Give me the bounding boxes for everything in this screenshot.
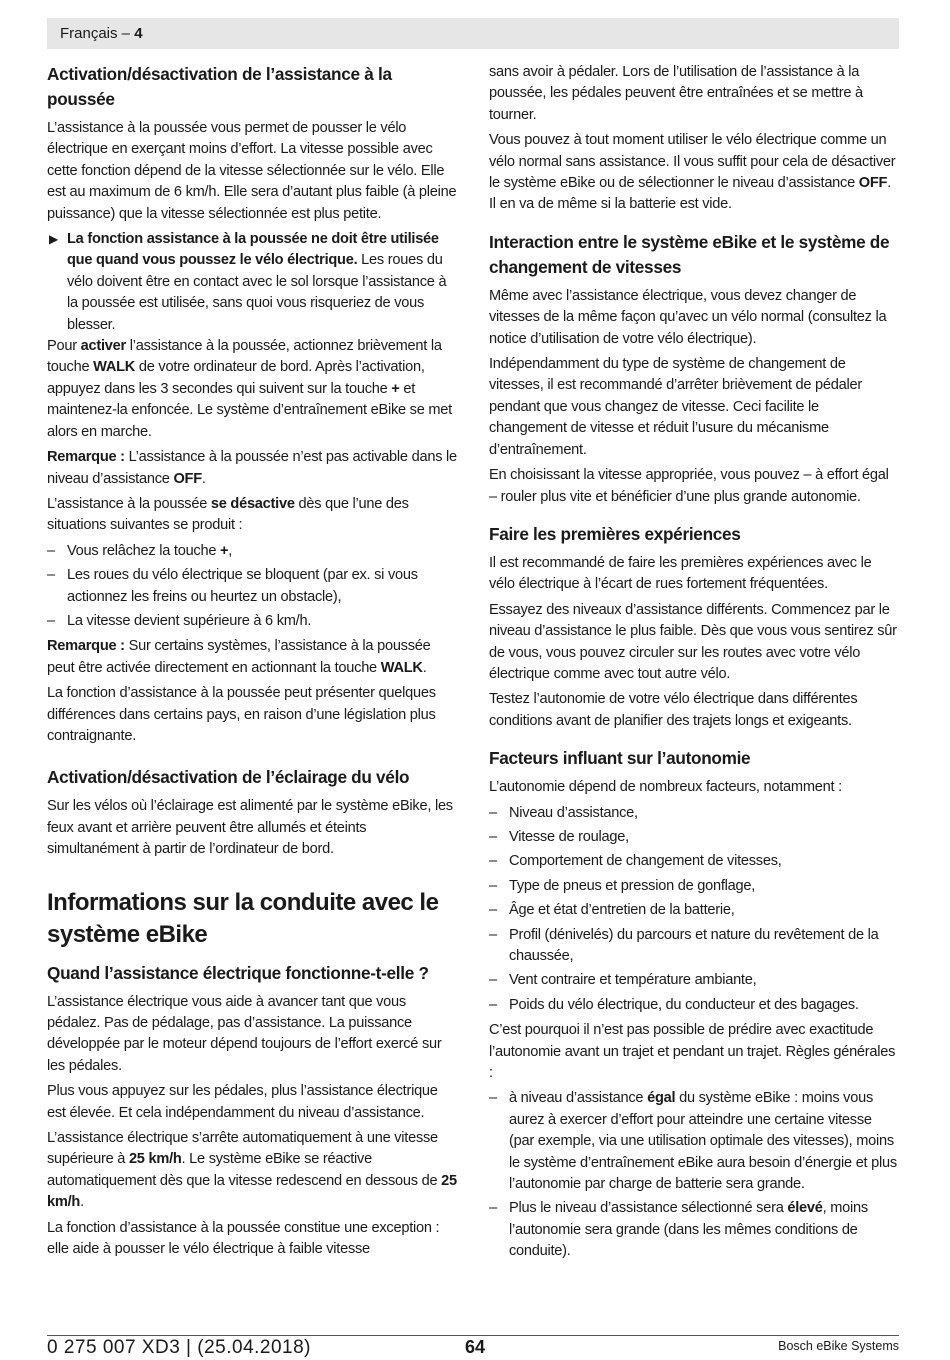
- header-language: Français –: [60, 25, 131, 42]
- list-item: – Niveau d’assistance,: [489, 804, 638, 821]
- remark-1: Remarque : L’assistance à la poussée n’est pas activable dans le niveau d’assistance OFF.: [47, 449, 457, 487]
- paragraph: Il est recommandé de faire les premières expériences avec le vélo électrique à l’écart de rues fortement fréquentées.: [489, 554, 872, 593]
- footer-divider: [47, 1335, 899, 1336]
- paragraph-deactivate: L’assistance à la poussée se désactive dès que l’une des situations suivantes se produit :: [47, 495, 409, 534]
- list-item: – Vitesse de roulage,: [489, 828, 629, 845]
- paragraph: sans avoir à pédaler. Lors de l’utilisation de l’assistance à la poussée, les pédales peuvent être entraînées et se mettre à tourner.: [489, 64, 863, 123]
- list-item: – Poids du vélo électrique, du conducteur et des bagages.: [489, 996, 859, 1013]
- paragraph-speed-limit: L’assistance électrique s’arrête automatiquement à une vitesse supérieure à 25 km/h. Le système eBike se réactive automatiquement dès que la vitesse redescend en dessous de 25 km/h.: [47, 1130, 457, 1211]
- heading-range-factors: Facteurs influant sur l’autonomie: [489, 748, 751, 769]
- list-item: – La vitesse devient supérieure à 6 km/h.: [47, 612, 312, 629]
- list-item: – à niveau d’assistance égal du système eBike : moins vous aurez à exercer d’effort pour atteindre une certaine vitesse (par exemple, via une utilisation optimale des vitesses), moins le système d’entraînement eBike aura besoin d’énergie et plus l’autonomie par charge de batterie sera grande.: [489, 1090, 897, 1193]
- header-page-number: 4: [134, 25, 143, 42]
- remark-2: Remarque : Sur certains systèmes, l’assistance à la poussée peut être activée directement en actionnant la touche WALK.: [47, 638, 431, 676]
- paragraph-off-mode: Vous pouvez à tout moment utiliser le vélo électrique comme un vélo normal sans assistance. Il vous suffit pour cela de désactiver le système eBike ou de sélectionner le niveau d’assistance OFF. Il en va de même si la batterie est vide.: [489, 132, 896, 213]
- list-item: – Vent contraire et température ambiante,: [489, 972, 757, 989]
- list-item: – Vous relâchez la touche +,: [47, 542, 233, 559]
- paragraph: La fonction d’assistance à la poussée peut présenter quelques différences dans certains pays, en raison d’une législation plus contraignante.: [47, 685, 436, 744]
- paragraph: Plus vous appuyez sur les pédales, plus l’assistance électrique est élevée. Et cela indépendamment du niveau d’assistance.: [47, 1083, 438, 1121]
- paragraph: La fonction d’assistance à la poussée constitue une exception : elle aide à pousser le vélo électrique à faible vitesse: [47, 1219, 440, 1258]
- left-column: [47, 62, 457, 1264]
- list-item: – Comportement de changement de vitesses,: [489, 853, 782, 870]
- paragraph: L’autonomie dépend de nombreux facteurs, notamment :: [489, 779, 842, 796]
- heading-first-experiences: Faire les premières expériences: [489, 523, 741, 544]
- warning-bold-text: La fonction assistance à la poussée ne doit être utilisée que quand vous poussez le vélo électrique.: [67, 231, 439, 269]
- paragraph: L’assistance électrique vous aide à avancer tant que vous pédalez. Pas de pédalage, pas d’assistance. La puissance développée par le moteur dépend toujours de l’effort exercé sur les pédales.: [47, 993, 442, 1074]
- footer-company: Bosch eBike Systems: [778, 1339, 899, 1353]
- warning-note: [47, 229, 457, 336]
- right-column: [489, 62, 899, 1267]
- paragraph: Testez l’autonomie de votre vélo électrique dans différentes conditions avant de planifier des trajets longs et exigeants.: [489, 691, 858, 729]
- heading-lighting: Activation/désactivation de l’éclairage du vélo: [47, 767, 410, 788]
- footer-page-number: 64: [464, 1337, 486, 1357]
- deactivation-list: [47, 541, 457, 633]
- paragraph: Même avec l’assistance électrique, vous devez changer de vitesses de la même façon qu’avec un vélo normal (consultez la notice d’utilisation de votre vélo électrique).: [489, 287, 887, 347]
- paragraph: Sur les vélos où l’éclairage est alimenté par le système eBike, les feux avant et arrière peuvent être allumés et éteints simultanément à partir de l’ordinateur de bord.: [47, 798, 453, 858]
- paragraph: Indépendamment du type de système de changement de vitesses, il est recommandé d’arrêter brièvement de pédaler pendant que vous changez de vitesse. Ceci facilite le changement de vitesse et réduit l’usure du mécanisme d’entraînement.: [489, 356, 862, 458]
- paragraph: Essayez des niveaux d’assistance différents. Commencez par le niveau d’assistance le plus faible. Dès que vous vous sentirez sûr de vous, vous pouvez circuler sur les routes avec votre vélo électrique comme avec tout autre vélo.: [489, 601, 897, 682]
- list-item: – Âge et état d’entretien de la batterie,: [489, 902, 735, 919]
- section-title: Informations sur la conduite avec le système eBike: [47, 888, 439, 948]
- list-item: – Plus le niveau d’assistance sélectionné sera élevé, moins l’autonomie sera grande (dans les mêmes conditions de conduite).: [489, 1200, 868, 1260]
- warning-text: Les roues du vélo doivent être en contact avec le sol lorsque l’assistance à la poussée est utilisée, sans quoi vous risqueriez de vous blesser.: [67, 252, 447, 333]
- paragraph-activate: Pour activer l’assistance à la poussée, actionnez brièvement la touche WALK de votre ordinateur de bord. Après l’activation, appuyez dans les 3 secondes qui suivent sur la touche + et maintenez-la enfoncée. Le système d’entraînement eBike se met alors en marche.: [47, 338, 452, 440]
- footer-doc-number: 0 275 007 XD3 | (25.04.2018): [47, 1337, 312, 1358]
- warning-triangle-icon: ▶: [49, 232, 58, 247]
- heading-when-assist: Quand l’assistance électrique fonctionne-t-elle ?: [47, 962, 429, 983]
- paragraph: C’est pourquoi il n’est pas possible de prédire avec exactitude l’autonomie avant un trajet et pendant un trajet. Règles générales :: [489, 1022, 896, 1082]
- page-header-bar: [47, 18, 899, 49]
- list-item: – Les roues du vélo électrique se bloquent (par ex. si vous actionnez les freins ou heurtez un obstacle),: [47, 567, 418, 605]
- list-item: – Profil (dénivelés) du parcours et nature du revêtement de la chaussée,: [489, 926, 879, 964]
- heading-gear-interaction: Interaction entre le système eBike et le système de changement de vitesses: [489, 231, 890, 277]
- list-item: – Type de pneus et pression de gonflage,: [489, 877, 756, 894]
- paragraph: L’assistance à la poussée vous permet de pousser le vélo électrique en exerçant moins d’effort. La vitesse possible avec cette fonction dépend de la vitesse sélectionnée sur le vélo. Elle est au maximum de 6 km/h. Elle sera d’autant plus faible (à pleine puissance) que la vitesse sélectionnée est plus petite.: [47, 120, 457, 222]
- factors-list: [489, 803, 899, 1017]
- paragraph: En choisissant la vitesse appropriée, vous pouvez – à effort égal – rouler plus vite et bénéficier d’une plus grande autonomie.: [489, 467, 889, 505]
- rules-list: [489, 1088, 899, 1262]
- heading-push-assist: Activation/désactivation de l’assistance à la poussée: [47, 64, 392, 109]
